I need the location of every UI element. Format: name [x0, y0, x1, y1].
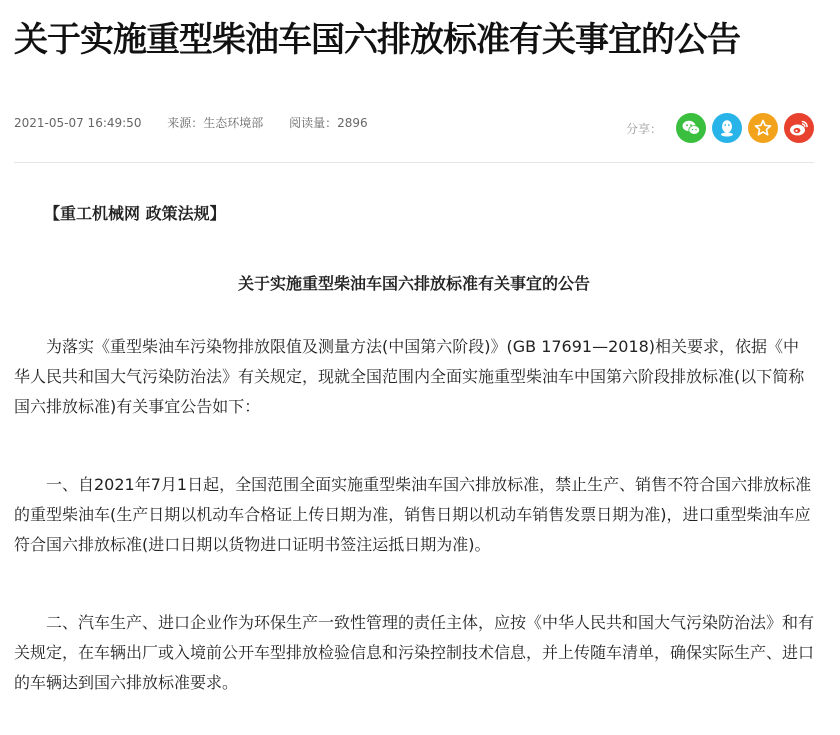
- article-meta: [14, 114, 390, 131]
- qq-icon: [719, 119, 735, 137]
- wechat-icon: [682, 120, 700, 136]
- share-favorite-button[interactable]: [748, 113, 778, 143]
- share-weibo-button[interactable]: [784, 113, 814, 143]
- article-title: 关于实施重型柴油车国六排放标准有关事宜的公告: [14, 20, 740, 60]
- star-icon: [754, 119, 772, 137]
- source-tag: 【重工机械网 政策法规】: [44, 204, 226, 223]
- share-label: 分享：: [625, 121, 662, 136]
- weibo-icon: [789, 119, 809, 137]
- header-divider: [14, 162, 814, 163]
- share-bar: [626, 112, 814, 144]
- view-count: 阅读量：2896: [289, 116, 368, 130]
- article-subtitle: 关于实施重型柴油车国六排放标准有关事宜的公告: [237, 274, 590, 293]
- share-wechat-button[interactable]: [676, 113, 706, 143]
- article-source: 来源：生态环境部: [167, 116, 264, 130]
- publish-date: 2021-05-07 16:49:50: [14, 116, 142, 130]
- article-meta-bar: [14, 102, 814, 148]
- article-body: [14, 192, 814, 698]
- paragraph-intro: 为落实《重型柴油车污染物排放限值及测量方法(中国第六阶段)》(GB 17691—2018)相关要求，依据《中华人民共和国大气污染防治法》有关规定，现就全国范围内全面实施重型柴油车中国第六阶段排放标准(以下简称国六排放标准)有关事宜公告如下：: [14, 337, 805, 416]
- paragraph-item-2: 二、汽车生产、进口企业作为环保生产一致性管理的责任主体，应按《中华人民共和国大气污染防治法》和有关规定，在车辆出厂或入境前公开车型排放检验信息和污染控制技术信息，并上传随车清单，确保实际生产、进口的车辆达到国六排放标准要求。: [14, 613, 815, 692]
- paragraph-item-1: 一、自2021年7月1日起，全国范围全面实施重型柴油车国六排放标准，禁止生产、销售不符合国六排放标准的重型柴油车(生产日期以机动车合格证上传日期为准，销售日期以机动车销售发票日期为准)，进口重型柴油车应符合国六排放标准(进口日期以货物进口证明书签注运抵日期为准)。: [14, 475, 812, 554]
- share-qq-button[interactable]: [712, 113, 742, 143]
